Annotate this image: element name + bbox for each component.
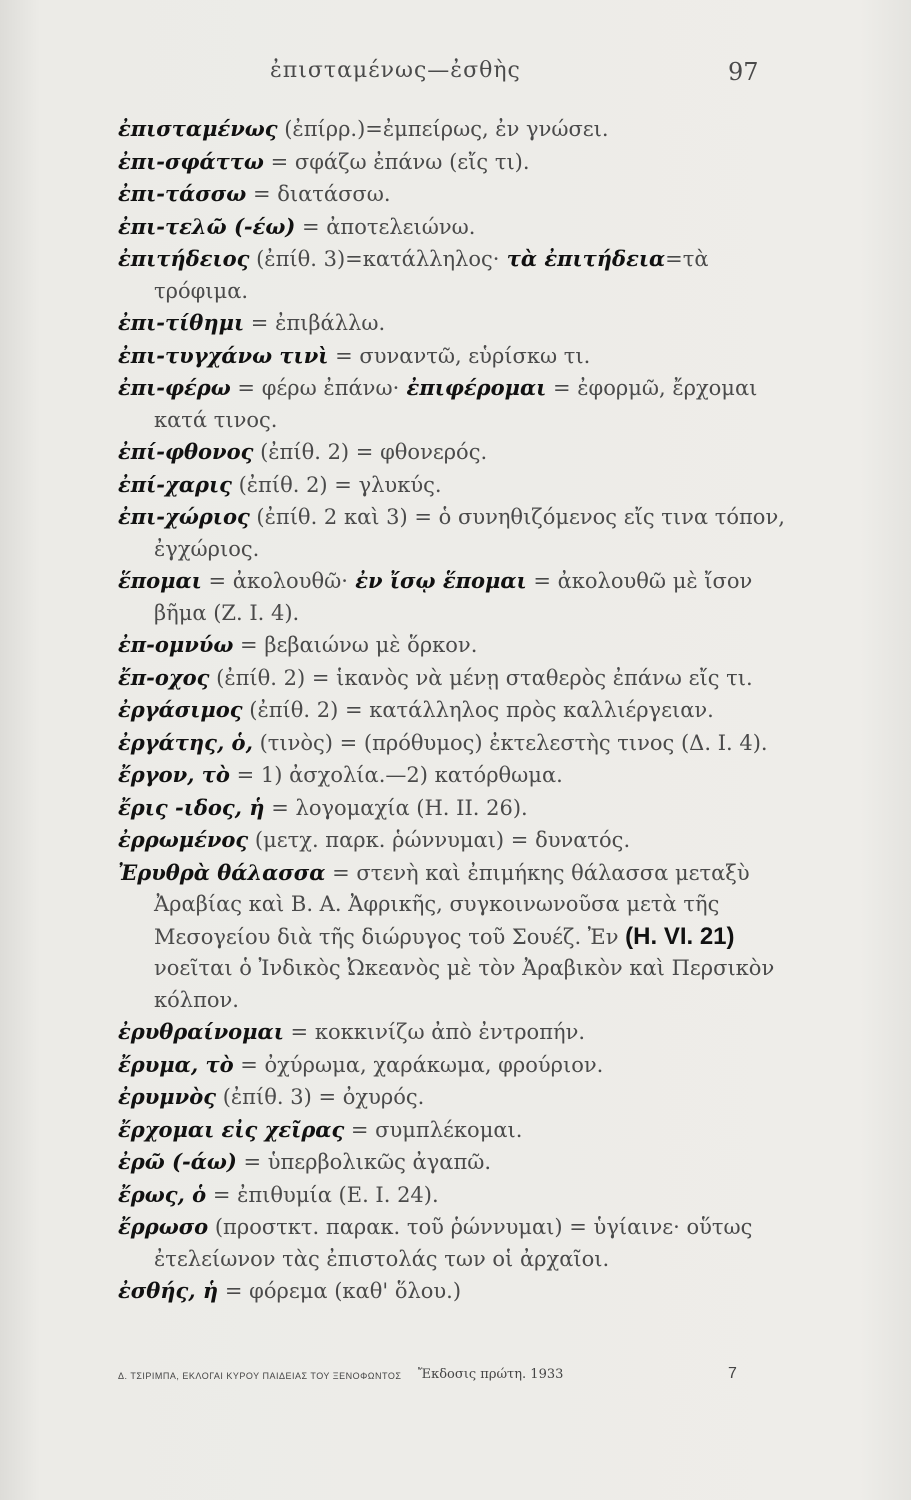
definition: (ἐπίθ. 2 καὶ 3) = ὁ συνηθιζόμενος εἴς τινα τόπον, ἐγχώριος. [154,505,785,561]
headword: ἔρρωσο [118,1214,209,1239]
dictionary-entry [118,340,788,373]
sub-definition: = ἐφορμῶ, ἔρχομαι κατά τινος. [154,376,758,432]
definition: = 1) ἀσχολία.—2) κατόρθωμα. [229,763,563,787]
headword: ἐπι-τελῶ (-έω) [118,213,296,239]
dictionary-entry [118,307,788,340]
dictionary-entry [118,501,788,565]
headword: ἔπ-οχος [118,664,210,690]
dictionary-entry [118,1081,788,1114]
definition: (ἐπίρρ.)=ἐμπείρως, ἐν γνώσει. [277,117,609,141]
headword: ἐπι-τυγχάνω τινὶ [118,342,329,368]
definition: (ἐπίθ. 2) = κατάλληλος πρὸς καλλιέργειαν. [242,698,714,722]
sub-headword: τὰ ἐπιτήδεια [499,246,666,271]
dictionary-entries [118,113,788,1308]
sub-definition: =τὰ τρόφιμα. [154,247,709,303]
page-footer [118,1365,758,1389]
definition: (ἐπίθ. 2) = γλυκύς. [231,472,442,497]
definition: = συμπλέκομαι. [344,1117,523,1142]
printer-line: Δ. ΤΣΙΡΙΜΠΑ, ΕΚΛΟΓΑΙ ΚΥΡΟΥ ΠΑΙΔΕΙΑΣ ΤΟΥ ΞΕΝΟΦΩΝΤΟΣ [118,1371,402,1381]
headword: ἐπ-ομνύω [118,632,234,657]
headword: ἔρως, ὁ [118,1181,207,1207]
dictionary-entry [118,146,788,179]
definition: (ἐπίθ. 2) = φθονερός. [253,440,488,464]
sub-definition: νοεῖται ὁ Ἰνδικὸς Ὠκεανὸς μὲ τὸν Ἀραβικὸν καὶ Περσικὸν κόλπον. [154,956,775,1012]
headword: ἕπομαι [118,568,202,593]
sub-headword: ἐν ἴσῳ ἕπομαι [347,568,527,593]
dictionary-entry [118,1179,788,1212]
edition-note: Ἔκδοσις πρώτη. 1933 [418,1367,564,1382]
definition: = ἐπιθυμία (Ε. Ι. 24). [206,1182,439,1207]
definition: = ὀχύρωμα, χαράκωμα, φρούριον. [233,1052,604,1077]
dictionary-entry [118,436,788,469]
definition: = ὑπερβολικῶς ἀγαπῶ. [236,1150,492,1174]
definition: = βεβαιώνω μὲ ὅρκον. [233,633,478,657]
dictionary-entry [118,759,788,792]
definition: = ἀκολουθῶ· [201,569,348,593]
dictionary-entry [118,1114,788,1147]
headword: ἔρις -ιδος, ἡ [118,794,265,820]
definition: (ἐπίθ. 3) = ὀχυρός. [216,1085,425,1109]
dictionary-entry [118,178,788,211]
headword: ἐργάτης, ὁ, [118,729,253,755]
dictionary-entry [118,469,788,502]
headword: ἐπισταμένως [118,116,278,141]
headword: ἐπί-χαρις [118,471,232,497]
dictionary-entry [118,1016,788,1049]
header-title: ἐπισταμένως—ἐσθὴς [270,58,521,83]
definition: (ἐπίθ. 3)=κατάλληλος· [249,247,500,271]
headword: ἐπι-χώριος [118,504,250,529]
dictionary-entry [118,727,788,760]
definition: = σφάζω ἐπάνω (εἴς τι). [263,149,530,174]
definition: = στενὴ καὶ ἐπιμήκης θάλασσα μεταξὺ Ἀραβίας καὶ Β. Α. Ἀφρικῆς, συγκοινωνοῦσα μετὰ τῆς Μεσογείου διὰ τῆς διώρυγος τοῦ Σουέζ. Ἐν [154,860,750,949]
headword: ἐσθής, ἡ [118,1278,219,1303]
definition: = συναντῶ, εὑρίσκω τι. [328,343,591,368]
definition: = φέρω ἐπάνω· [230,376,400,400]
headword: ἐπι-τάσσω [118,181,247,206]
headword: ἐργάσιμος [118,697,243,722]
page-number: 97 [728,58,759,86]
definition: = κοκκινίζω ἀπὸ ἐντροπήν. [283,1020,586,1044]
headword: ἐπιτήδειος [118,246,250,271]
headword: ἔργον, τὸ [118,762,230,787]
cross-reference: (Η. VI. 21) [625,922,735,950]
sub-headword: ἐπιφέρομαι [399,375,547,400]
dictionary-entry [118,243,788,307]
dictionary-entry [118,662,788,695]
dictionary-entry [118,1146,788,1179]
headword: Ἐρυθρὰ θάλασσα [118,859,326,885]
headword: ἐπι-σφάττω [118,148,264,174]
dictionary-entry [118,211,788,244]
dictionary-entry [118,824,788,857]
definition: (ἐπίθ. 2) = ἱκανὸς νὰ μένῃ σταθερὸς ἐπάνω εἴς τι. [209,665,753,690]
definition: (προστκτ. παρακ. τοῦ ῥώννυμαι) = ὑγίαινε· οὕτως ἐτελείωνον τὰς ἐπιστολάς των οἱ ἀρχαῖοι. [154,1215,753,1271]
headword: ἔρχομαι εἰς χεῖρας [118,1116,345,1142]
headword: ἐρῶ (-άω) [118,1149,237,1174]
headword: ἐπί-φθονος [118,439,254,464]
dictionary-entry [118,372,788,436]
dictionary-entry [118,857,788,1017]
headword: ἐρυθραίνομαι [118,1019,284,1044]
definition: (μετχ. παρκ. ῥώννυμαι) = δυνατός. [248,828,631,852]
definition: (τινὸς) = (πρόθυμος) ἐκτελεστὴς τινος (Δ. Ι. 4). [252,730,768,755]
headword: ἐπι-τίθημι [118,310,245,335]
signature-mark: 7 [728,1365,737,1382]
dictionary-entry [118,1049,788,1082]
definition: = διατάσσω. [246,182,391,206]
dictionary-entry [118,565,788,629]
definition: = ἐπιβάλλω. [244,311,386,335]
headword: ἐρρωμένος [118,827,249,852]
headword: ἐπι-φέρω [118,375,231,400]
dictionary-entry [118,113,788,146]
dictionary-entry [118,1211,788,1275]
dictionary-entry [118,694,788,727]
headword: ἐρυμνὸς [118,1084,217,1109]
sub-definition: = ἀκολουθῶ μὲ ἴσον βῆμα (Ζ. Ι. 4). [154,569,753,625]
headword: ἔρυμα, τὸ [118,1051,234,1077]
definition: = λογομαχία (Η. ΙΙ. 26). [264,795,528,820]
dictionary-entry [118,629,788,662]
definition: = ἀποτελειώνω. [295,214,476,239]
dictionary-entry [118,792,788,825]
dictionary-entry [118,1275,788,1308]
definition: = φόρεμα (καθ' ὅλου.) [218,1279,462,1303]
